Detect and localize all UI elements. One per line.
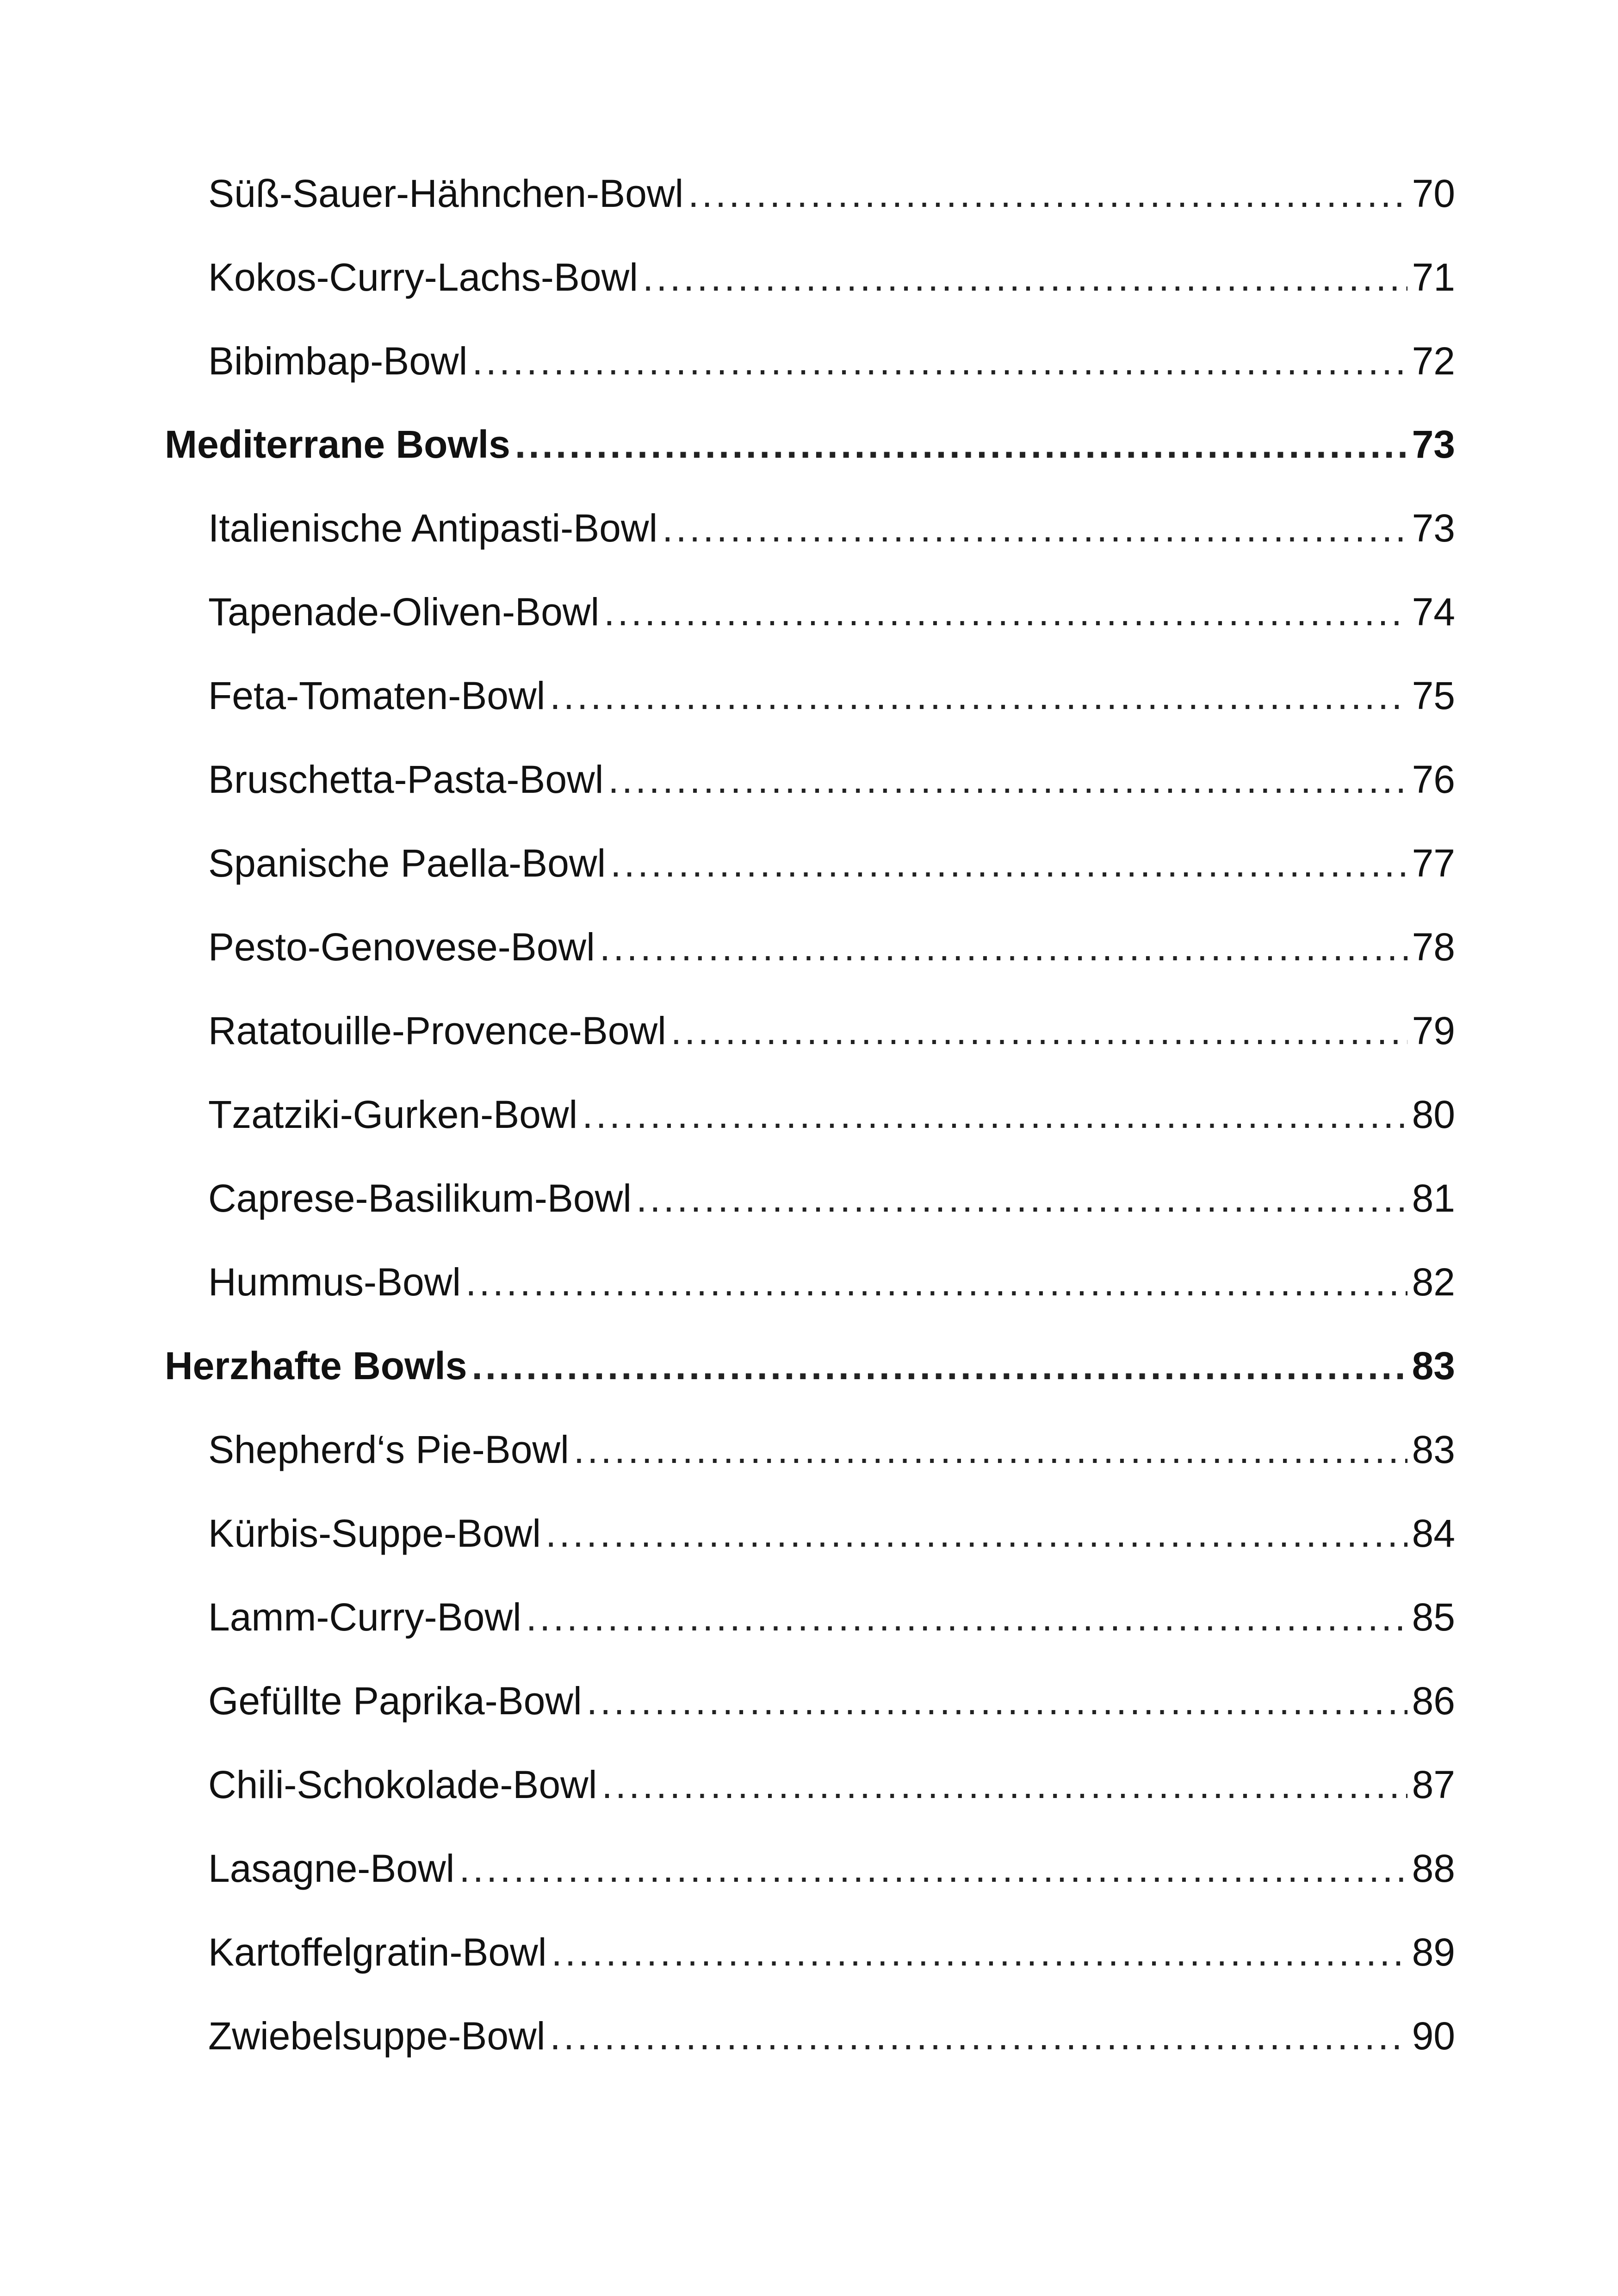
dot-leader bbox=[459, 1834, 1407, 1903]
toc-entry[interactable] bbox=[0, 1164, 1618, 1233]
toc-entry[interactable] bbox=[0, 1582, 1618, 1652]
toc-section-title: Herzhafte Bowls bbox=[165, 1344, 467, 1388]
toc-entry-page: 70 bbox=[1412, 172, 1455, 215]
toc-entry[interactable] bbox=[0, 828, 1618, 898]
toc-entry-page: 77 bbox=[1412, 841, 1455, 885]
toc-entry-title: Bruschetta-Pasta-Bowl bbox=[208, 758, 604, 801]
toc-entry-title: Ratatouille-Provence-Bowl bbox=[208, 1009, 666, 1052]
toc-entry-page: 72 bbox=[1412, 339, 1455, 383]
dot-leader bbox=[636, 1164, 1407, 1233]
dot-leader bbox=[465, 1247, 1407, 1317]
toc-entry-page: 89 bbox=[1412, 1930, 1455, 1974]
toc-section-page: 83 bbox=[1412, 1344, 1455, 1388]
toc-section-page: 73 bbox=[1412, 423, 1455, 466]
toc-entry-page: 88 bbox=[1412, 1847, 1455, 1890]
dot-leader bbox=[662, 493, 1407, 563]
toc-entry[interactable] bbox=[0, 2001, 1618, 2071]
toc-entry-title: Gefüllte Paprika-Bowl bbox=[208, 1679, 582, 1723]
dot-leader bbox=[643, 243, 1407, 312]
toc-entry-page: 71 bbox=[1412, 255, 1455, 299]
dot-leader bbox=[610, 828, 1407, 898]
toc-entry-title: Kartoffelgratin-Bowl bbox=[208, 1930, 547, 1974]
toc-entry[interactable] bbox=[0, 243, 1618, 312]
toc-entry[interactable] bbox=[0, 1247, 1618, 1317]
dot-leader bbox=[472, 326, 1407, 396]
toc-entry[interactable] bbox=[0, 1917, 1618, 1987]
dot-leader bbox=[600, 912, 1407, 982]
toc-entry-page: 84 bbox=[1412, 1512, 1455, 1555]
toc-entry-title: Lasagne-Bowl bbox=[208, 1847, 455, 1890]
toc-entry-title: Zwiebelsuppe-Bowl bbox=[208, 2014, 546, 2058]
toc-entry[interactable] bbox=[0, 1499, 1618, 1568]
dot-leader bbox=[550, 661, 1407, 730]
dot-leader bbox=[551, 1917, 1407, 1987]
toc-section-title: Mediterrane Bowls bbox=[165, 423, 510, 466]
toc-entry[interactable] bbox=[0, 996, 1618, 1065]
toc-entry-page: 87 bbox=[1412, 1763, 1455, 1806]
toc-entry[interactable] bbox=[0, 1080, 1618, 1149]
dot-leader bbox=[671, 996, 1407, 1065]
toc-entry-title: Lamm-Curry-Bowl bbox=[208, 1595, 521, 1639]
toc-entry-page: 79 bbox=[1412, 1009, 1455, 1052]
toc-entry[interactable] bbox=[0, 1834, 1618, 1903]
dot-leader bbox=[546, 1499, 1407, 1568]
toc-entry-page: 80 bbox=[1412, 1093, 1455, 1136]
toc-entry-title: Kokos-Curry-Lachs-Bowl bbox=[208, 255, 638, 299]
toc-entry[interactable] bbox=[0, 577, 1618, 647]
toc-entry-title: Spanische Paella-Bowl bbox=[208, 841, 606, 885]
toc-entry-title: Süß-Sauer-Hähnchen-Bowl bbox=[208, 172, 684, 215]
toc-entry-page: 90 bbox=[1412, 2014, 1455, 2058]
toc-section-heading[interactable] bbox=[0, 410, 1618, 479]
toc-entry[interactable] bbox=[0, 493, 1618, 563]
toc-entry-title: Caprese-Basilikum-Bowl bbox=[208, 1176, 632, 1220]
toc-entry[interactable] bbox=[0, 1666, 1618, 1736]
dot-leader bbox=[550, 2001, 1407, 2071]
toc-entry[interactable] bbox=[0, 1415, 1618, 1484]
toc-entry-title: Pesto-Genovese-Bowl bbox=[208, 925, 595, 969]
dot-leader bbox=[688, 159, 1407, 228]
dot-leader bbox=[604, 577, 1407, 647]
dot-leader bbox=[608, 745, 1407, 814]
toc-entry-page: 86 bbox=[1412, 1679, 1455, 1723]
dot-leader bbox=[574, 1415, 1407, 1484]
toc-entry-page: 82 bbox=[1412, 1260, 1455, 1304]
toc-entry-page: 75 bbox=[1412, 674, 1455, 717]
toc-entry-page: 76 bbox=[1412, 758, 1455, 801]
toc-entry[interactable] bbox=[0, 745, 1618, 814]
toc-entry-page: 74 bbox=[1412, 590, 1455, 634]
toc-entry-page: 81 bbox=[1412, 1176, 1455, 1220]
toc-entry[interactable] bbox=[0, 159, 1618, 228]
toc-entry-title: Tapenade-Oliven-Bowl bbox=[208, 590, 600, 634]
toc-entry-title: Bibimbap-Bowl bbox=[208, 339, 468, 383]
toc-entry-title: Tzatziki-Gurken-Bowl bbox=[208, 1093, 578, 1136]
toc-entry-title: Hummus-Bowl bbox=[208, 1260, 461, 1304]
toc-entry[interactable] bbox=[0, 326, 1618, 396]
dot-leader bbox=[582, 1080, 1407, 1149]
toc-entry-page: 83 bbox=[1412, 1428, 1455, 1471]
toc-entry-title: Chili-Schokolade-Bowl bbox=[208, 1763, 597, 1806]
toc-entry-title: Shepherd‘s Pie-Bowl bbox=[208, 1428, 569, 1471]
dot-leader bbox=[526, 1582, 1407, 1652]
toc-entry-page: 78 bbox=[1412, 925, 1455, 969]
toc-section-heading[interactable] bbox=[0, 1331, 1618, 1400]
dot-leader bbox=[587, 1666, 1407, 1736]
toc-entry-title: Italienische Antipasti-Bowl bbox=[208, 506, 658, 550]
toc-entry-page: 85 bbox=[1412, 1595, 1455, 1639]
toc-entry[interactable] bbox=[0, 1750, 1618, 1819]
toc-entry-title: Feta-Tomaten-Bowl bbox=[208, 674, 546, 717]
toc-entry[interactable] bbox=[0, 661, 1618, 730]
toc-entry-page: 73 bbox=[1412, 506, 1455, 550]
dot-leader bbox=[601, 1750, 1407, 1819]
dot-leader bbox=[515, 410, 1407, 479]
toc-entry[interactable] bbox=[0, 912, 1618, 982]
dot-leader bbox=[471, 1331, 1407, 1400]
toc-entry-title: Kürbis-Suppe-Bowl bbox=[208, 1512, 541, 1555]
